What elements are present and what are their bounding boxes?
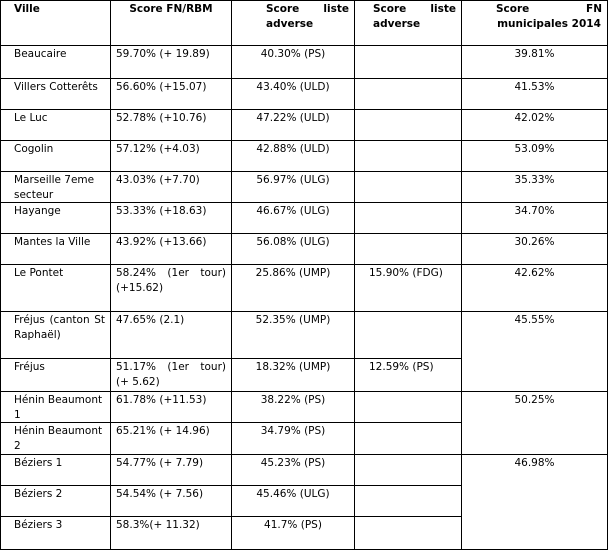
cell-score-adverse: 46.67% (ULG) [232,203,355,234]
cell-score-adverse-2 [355,392,462,423]
cell-score-adverse-2 [355,46,462,79]
header-score-adverse-2: Score liste adverse [355,1,462,46]
cell-score-adverse: 52.35% (UMP) [232,312,355,359]
table-row [1,485,608,516]
cell-score-municipales [462,423,608,454]
cell-score-fn: 61.78% (+11.53) [111,392,232,423]
cell-score-fn: 58.3%(+ 11.32) [111,516,232,549]
cell-score-municipales: 42.62% [462,265,608,312]
cell-ville: Béziers 2 [1,485,111,516]
cell-ville: Villers Cotterêts [1,79,111,110]
cell-score-adverse: 34.79% (PS) [232,423,355,454]
cell-score-municipales: 53.09% [462,141,608,172]
cell-score-municipales [462,359,608,392]
header-row [1,1,608,46]
cell-score-municipales: 45.55% [462,312,608,359]
table-row [1,203,608,234]
cell-score-adverse: 56.08% (ULG) [232,234,355,265]
cell-score-municipales: 41.53% [462,79,608,110]
cell-score-municipales: 42.02% [462,110,608,141]
cell-score-fn: 58.24% (1er tour) (+15.62) [111,265,232,312]
cell-score-adverse-2 [355,141,462,172]
cell-score-adverse-2: 15.90% (FDG) [355,265,462,312]
cell-ville: Fréjus (canton St Raphaël) [1,312,111,359]
cell-score-adverse: 47.22% (ULD) [232,110,355,141]
header-score-municipales: Score FN municipales 2014 [462,1,608,46]
table-row [1,265,608,312]
cell-score-fn: 54.77% (+ 7.79) [111,454,232,485]
cell-score-adverse: 45.23% (PS) [232,454,355,485]
table-row [1,46,608,79]
cell-score-municipales: 39.81% [462,46,608,79]
cell-score-municipales [462,485,608,516]
cell-score-adverse-2 [355,110,462,141]
cell-score-fn: 52.78% (+10.76) [111,110,232,141]
cell-score-municipales: 50.25% [462,392,608,423]
cell-score-adverse-2 [355,79,462,110]
cell-score-adverse: 42.88% (ULD) [232,141,355,172]
cell-score-adverse-2 [355,423,462,454]
cell-score-adverse-2 [355,454,462,485]
cell-score-adverse-2 [355,172,462,203]
table-row [1,454,608,485]
cell-score-adverse: 18.32% (UMP) [232,359,355,392]
cell-score-fn: 56.60% (+15.07) [111,79,232,110]
cell-score-fn: 54.54% (+ 7.56) [111,485,232,516]
cell-ville: Mantes la Ville [1,234,111,265]
cell-score-adverse-2 [355,516,462,549]
table-row [1,359,608,392]
header-ville: Ville [1,1,111,46]
cell-ville: Marseille 7eme secteur [1,172,111,203]
cell-ville: Hénin Beaumont 2 [1,423,111,454]
cell-score-adverse-2 [355,485,462,516]
cell-score-fn: 59.70% (+ 19.89) [111,46,232,79]
table-row [1,141,608,172]
cell-score-adverse: 45.46% (ULG) [232,485,355,516]
cell-score-fn: 53.33% (+18.63) [111,203,232,234]
cell-ville: Le Pontet [1,265,111,312]
cell-ville: Béziers 1 [1,454,111,485]
cell-ville: Beaucaire [1,46,111,79]
cell-score-adverse-2 [355,312,462,359]
cell-ville: Cogolin [1,141,111,172]
cell-score-adverse: 25.86% (UMP) [232,265,355,312]
cell-score-municipales: 46.98% [462,454,608,485]
cell-score-adverse: 38.22% (PS) [232,392,355,423]
table-row [1,110,608,141]
cell-score-adverse: 43.40% (ULD) [232,79,355,110]
cell-score-adverse-2: 12.59% (PS) [355,359,462,392]
table-row [1,516,608,549]
cell-ville: Béziers 3 [1,516,111,549]
cell-score-municipales: 35.33% [462,172,608,203]
cell-score-fn: 43.92% (+13.66) [111,234,232,265]
cell-score-fn: 57.12% (+4.03) [111,141,232,172]
cell-ville: Hénin Beaumont 1 [1,392,111,423]
table-row [1,234,608,265]
cell-score-fn: 43.03% (+7.70) [111,172,232,203]
cell-score-adverse: 41.7% (PS) [232,516,355,549]
header-score-fn: Score FN/RBM [111,1,232,46]
table-row [1,79,608,110]
cell-score-municipales: 30.26% [462,234,608,265]
cell-score-fn: 47.65% (2.1) [111,312,232,359]
table-row [1,392,608,423]
cell-ville: Hayange [1,203,111,234]
cell-score-adverse: 56.97% (ULG) [232,172,355,203]
table-row [1,423,608,454]
cell-ville: Fréjus [1,359,111,392]
cell-score-municipales [462,516,608,549]
cell-score-adverse-2 [355,203,462,234]
cell-ville: Le Luc [1,110,111,141]
cell-score-adverse: 40.30% (PS) [232,46,355,79]
cell-score-fn: 65.21% (+ 14.96) [111,423,232,454]
header-score-adverse: Score liste adverse [232,1,355,46]
table-row [1,312,608,359]
cell-score-adverse-2 [355,234,462,265]
cell-score-fn: 51.17% (1er tour) (+ 5.62) [111,359,232,392]
cell-score-municipales: 34.70% [462,203,608,234]
table-row [1,172,608,203]
